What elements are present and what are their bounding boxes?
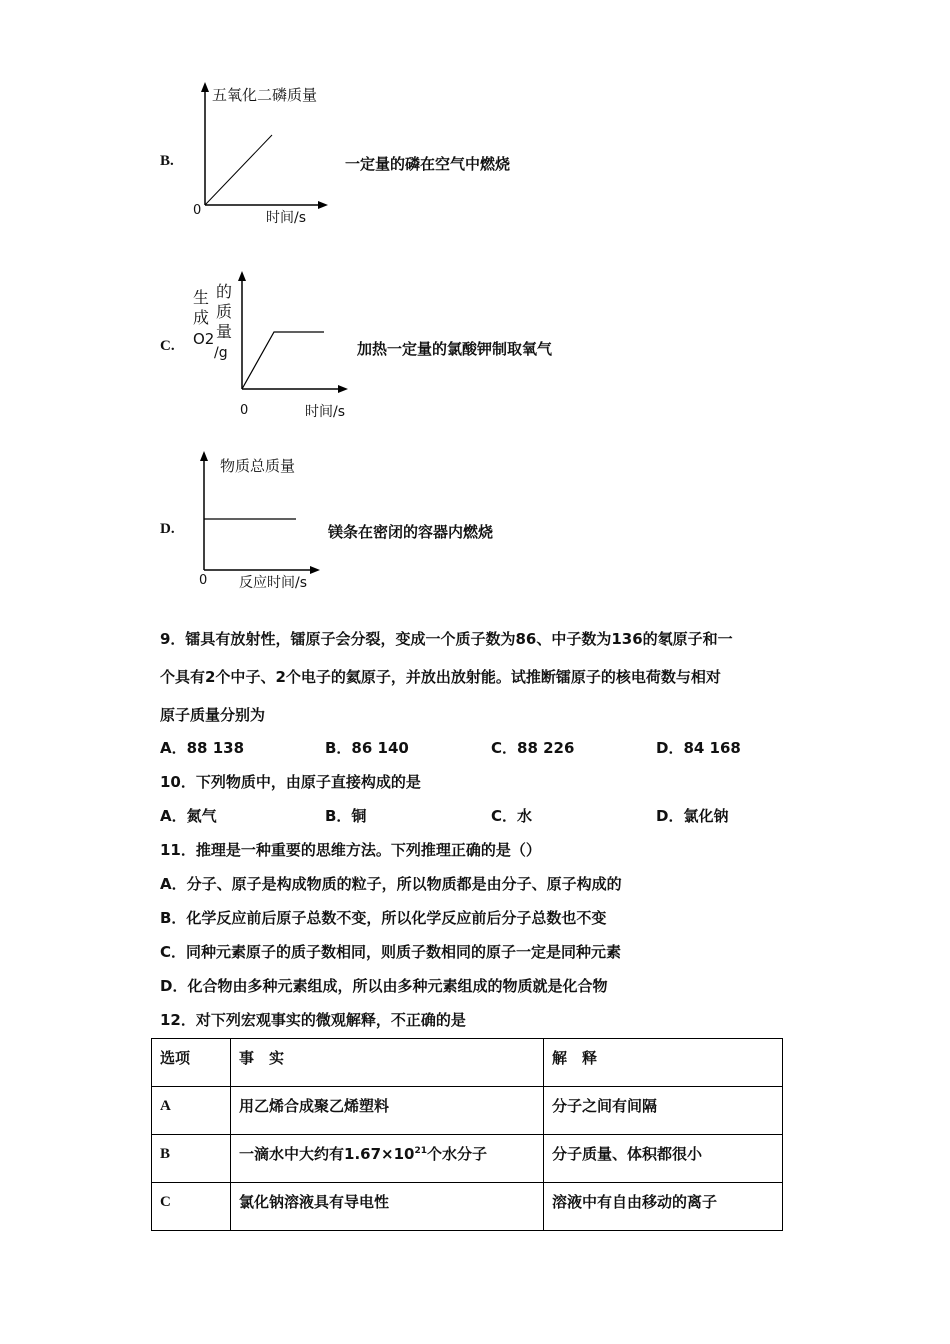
q10-option-c[interactable]: C．水 (491, 807, 533, 825)
header-explain: 解 释 (544, 1039, 783, 1087)
graph-b-x-label: 时间/s (266, 210, 307, 226)
table-row (152, 1087, 783, 1135)
header-fact: 事 实 (231, 1039, 544, 1087)
header-option: 选项 (152, 1039, 231, 1087)
table-row (152, 1183, 783, 1231)
row-fact: 用乙烯合成聚乙烯塑料 (231, 1087, 544, 1135)
graph-d-origin: 0 (199, 573, 208, 588)
graph-d-letter: D. (160, 521, 175, 537)
q11-option-c[interactable]: C．同种元素原子的质子数相同，则质子数相同的原子一定是同种元素 (160, 943, 622, 961)
graph-b-letter: B. (160, 153, 174, 169)
q10-option-b[interactable]: B．铜 (325, 807, 367, 825)
q9-line-3: 原子质量分别为 (160, 706, 266, 724)
row-option[interactable]: A (152, 1087, 231, 1135)
graph-c-axes (230, 268, 355, 398)
table-row (152, 1135, 783, 1183)
graph-b-origin: 0 (193, 203, 202, 218)
graph-c-description: 加热一定量的氯酸钾制取氧气 (357, 340, 553, 358)
q9-option-c[interactable]: C．88 226 (491, 739, 575, 757)
q12-table (151, 1038, 783, 1231)
q9-option-b[interactable]: B．86 140 (325, 739, 409, 757)
graph-c-y-unit: /g (214, 345, 228, 361)
row-option[interactable]: C (152, 1183, 231, 1231)
row-explain: 溶液中有自由移动的离子 (544, 1183, 783, 1231)
fact-text-end: 个水分子 (426, 1145, 487, 1163)
graph-b-description: 一定量的磷在空气中燃烧 (345, 155, 511, 173)
q11-option-d[interactable]: D．化合物由多种元素组成，所以由多种元素组成的物质就是化合物 (160, 977, 608, 995)
graph-c-x-label: 时间/s (305, 404, 346, 420)
row-option[interactable]: B (152, 1135, 231, 1183)
graph-d-x-label: 反应时间/s (239, 575, 308, 591)
q9-option-d[interactable]: D．84 168 (656, 739, 741, 757)
row-explain: 分子之间有间隔 (544, 1087, 783, 1135)
row-explain: 分子质量、体积都很小 (544, 1135, 783, 1183)
graph-c-y-label-o2: O2 (193, 330, 215, 348)
q10-stem: 10．下列物质中，由原子直接构成的是 (160, 773, 421, 791)
graph-d-y-label: 物质总质量 (220, 457, 296, 475)
q9-line-2: 个具有2个中子、2个电子的氦原子，并放出放射能。试推断镭原子的核电荷数与相对 (160, 668, 721, 686)
q11-option-b[interactable]: B．化学反应前后原子总数不变，所以化学反应前后分子总数也不变 (160, 909, 607, 927)
graph-d-description: 镁条在密闭的容器内燃烧 (328, 523, 494, 541)
graph-c-letter: C. (160, 338, 175, 354)
row-fact (231, 1135, 544, 1183)
q11-stem: 11．推理是一种重要的思维方法。下列推理正确的是（） (160, 841, 541, 859)
q10-option-a[interactable]: A．氮气 (160, 807, 217, 825)
graph-c-y-label-generate: 生成 (193, 288, 210, 327)
q9-line-1: 9．镭具有放射性，镭原子会分裂，变成一个质子数为86、中子数为136的氡原子和一 (160, 630, 733, 648)
q9-option-a[interactable]: A．88 138 (160, 739, 245, 757)
graph-b-y-label: 五氧化二磷质量 (212, 86, 318, 104)
fact-text: 一滴水中大约有1.67×10 (239, 1145, 415, 1163)
graph-c-y-label-mass: 的质量 (216, 282, 233, 341)
fact-exponent: 21 (414, 1146, 427, 1156)
q11-option-a[interactable]: A．分子、原子是构成物质的粒子，所以物质都是由分子、原子构成的 (160, 875, 622, 893)
q12-stem: 12．对下列宏观事实的微观解释，不正确的是 (160, 1011, 466, 1029)
row-fact: 氯化钠溶液具有导电性 (231, 1183, 544, 1231)
graph-c-origin: 0 (240, 403, 249, 418)
q10-option-d[interactable]: D．氯化钠 (656, 807, 729, 825)
table-header-row (152, 1039, 783, 1087)
